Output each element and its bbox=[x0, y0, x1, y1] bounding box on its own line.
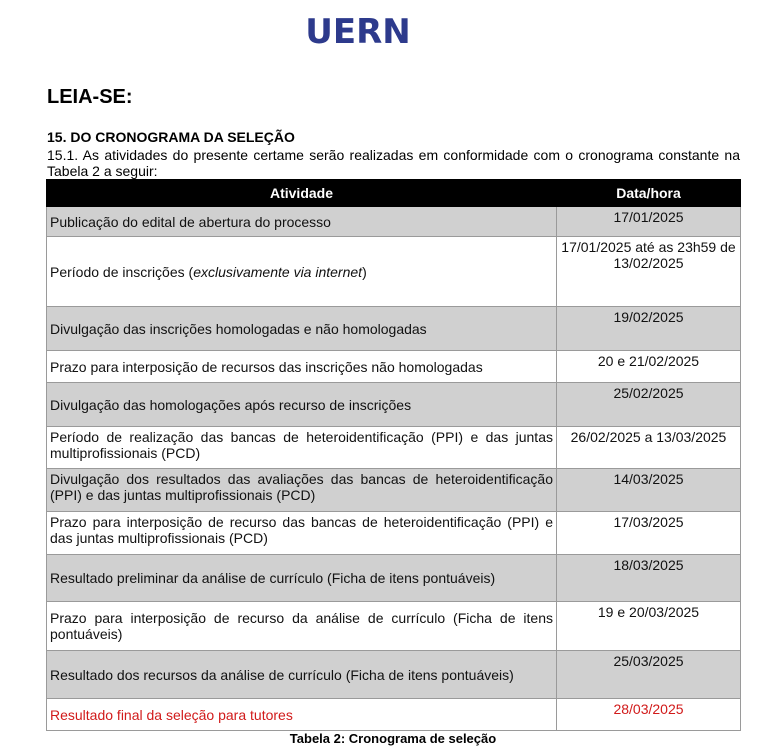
header-date: Data/hora bbox=[557, 180, 741, 207]
table-row bbox=[47, 237, 741, 307]
table-caption: Tabela 2: Cronograma de seleção bbox=[289, 731, 497, 746]
table-row bbox=[47, 427, 741, 469]
date-cell: 26/02/2025 a 13/03/2025 bbox=[557, 427, 741, 469]
activity-cell: Divulgação dos resultados das avaliações das bancas de heteroidentificação (PPI) e das juntas multiprofissionais (PCD) bbox=[47, 469, 557, 512]
leia-se-heading: LEIA-SE: bbox=[47, 86, 133, 108]
date-cell: 18/03/2025 bbox=[557, 555, 741, 602]
activity-italic: exclusivamente via internet bbox=[193, 263, 363, 280]
activity-cell: Prazo para interposição de recurso da análise de currículo (Ficha de itens pontuáveis) bbox=[47, 602, 557, 651]
header-activity: Atividade bbox=[47, 180, 557, 207]
table-row bbox=[47, 602, 741, 651]
activity-cell: Prazo para interposição de recurso das bancas de heteroidentificação (PPI) e das juntas multiprofissionais (PCD) bbox=[47, 512, 557, 555]
schedule-table bbox=[46, 179, 741, 731]
table-row bbox=[47, 512, 741, 555]
date-cell: 28/03/2025 bbox=[557, 699, 741, 731]
activity-cell: Resultado dos recursos da análise de currículo (Ficha de itens pontuáveis) bbox=[47, 651, 557, 699]
activity-prefix: Período de inscrições ( bbox=[50, 263, 194, 280]
activity-cell: Divulgação das inscrições homologadas e não homologadas bbox=[47, 307, 557, 351]
activity-cell: Período de realização das bancas de heteroidentificação (PPI) e das juntas multiprofissionais (PCD) bbox=[47, 427, 557, 469]
table-row bbox=[47, 555, 741, 602]
activity-cell: Divulgação das homologações após recurso de inscrições bbox=[47, 383, 557, 427]
activity-cell bbox=[47, 237, 557, 307]
table-row bbox=[47, 351, 741, 383]
table-row bbox=[47, 383, 741, 427]
date-cell: 17/03/2025 bbox=[557, 512, 741, 555]
table-row bbox=[47, 207, 741, 237]
table-row bbox=[47, 469, 741, 512]
activity-cell: Publicação do edital de abertura do processo bbox=[47, 207, 557, 237]
date-cell: 19/02/2025 bbox=[557, 307, 741, 351]
table-row bbox=[47, 307, 741, 351]
activity-cell: Resultado preliminar da análise de currículo (Ficha de itens pontuáveis) bbox=[47, 555, 557, 602]
date-cell: 20 e 21/02/2025 bbox=[557, 351, 741, 383]
date-cell: 19 e 20/03/2025 bbox=[557, 602, 741, 651]
table-header-row bbox=[47, 180, 741, 207]
uern-logo: UERN bbox=[305, 12, 411, 52]
date-cell: 17/01/2025 bbox=[557, 207, 741, 237]
date-cell: 25/03/2025 bbox=[557, 651, 741, 699]
activity-suffix: ) bbox=[362, 263, 367, 280]
section-text: 15.1. As atividades do presente certame serão realizadas em conformidade com o cronograma constante na Tabela 2 a seguir: bbox=[47, 147, 740, 179]
activity-cell: Prazo para interposição de recursos das inscrições não homologadas bbox=[47, 351, 557, 383]
activity-cell: Resultado final da seleção para tutores bbox=[47, 699, 557, 731]
date-cell: 17/01/2025 até as 23h59 de 13/02/2025 bbox=[557, 237, 741, 307]
date-cell: 25/02/2025 bbox=[557, 383, 741, 427]
section-title: 15. DO CRONOGRAMA DA SELEÇÃO bbox=[47, 129, 295, 145]
date-cell: 14/03/2025 bbox=[557, 469, 741, 512]
table-row bbox=[47, 651, 741, 699]
table-row bbox=[47, 699, 741, 731]
